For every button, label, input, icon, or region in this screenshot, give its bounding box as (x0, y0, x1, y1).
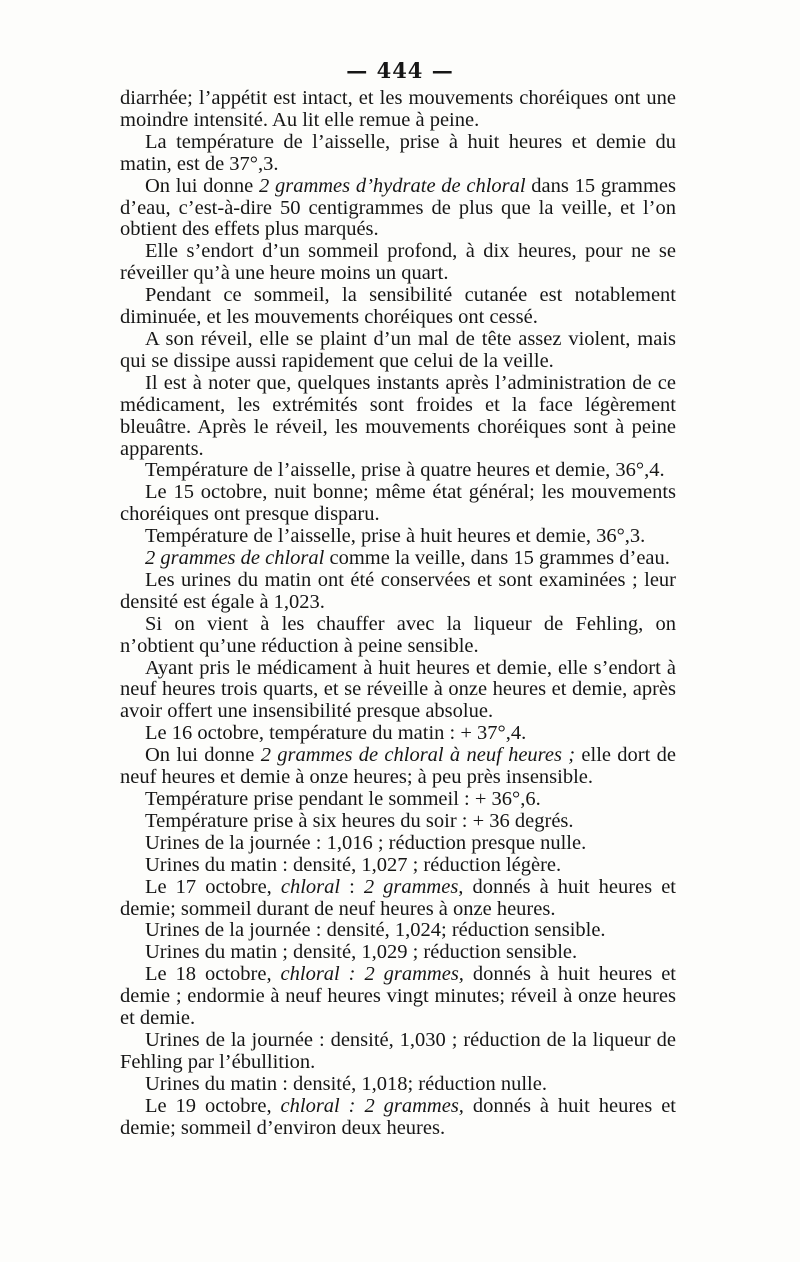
text-run: Urines de la journée : densité, 1,030 ; réduction de la liqueur de Fehling par l’ébullition. (120, 1028, 676, 1073)
paragraph (120, 658, 676, 724)
text-run: Le 15 octobre, nuit bonne; même état général; les mouvements choréiques ont presque disparu. (120, 481, 676, 526)
text-run: Urines du matin : densité, 1,027 ; réduction légère. (145, 853, 562, 876)
text-run: Les urines du matin ont été conservées et sont examinées ; leur densité est égale à 1,023. (120, 568, 676, 613)
text-run: Il est à noter que, quelques instants après l’administration de ce médicament, les extrémités sont froides et la face légèrement bleuâtre. Après le réveil, les mouvements choréiques sont à peine apparents. (120, 371, 676, 460)
text-run: donnés à huit heures et demie ; endormie à neuf heures vingt minutes; réveil à onze heures et demie. (120, 963, 676, 1030)
paragraph (120, 1074, 676, 1096)
text-run: Ayant pris le médicament à huit heures et demie, elle s’endort à neuf heures trois quarts, et se réveille à onze heures et demie, après avoir offert une insensibilité presque absolue. (120, 656, 676, 723)
text-run: dans 15 grammes d’eau, c’est-à-dire 50 centigrammes de plus que la veille, et l’on obtient des effets plus marqués. (120, 174, 676, 241)
text-run: Pendant ce sommeil, la sensibilité cutanée est notablement diminuée, et les mouvements choréiques ont cessé. (120, 284, 676, 329)
paragraph (120, 964, 676, 1030)
paragraph (120, 285, 676, 329)
paragraph (120, 789, 676, 811)
text-run: Le 18 octobre, (145, 963, 281, 986)
paragraph (120, 833, 676, 855)
paragraph (120, 1030, 676, 1074)
text-run: comme la veille, dans 15 grammes d’eau. (324, 547, 670, 570)
paragraph (120, 614, 676, 658)
italic-text: chloral : 2 grammes, (280, 963, 464, 986)
text-run: Le 17 octobre, (145, 875, 281, 898)
paragraph (120, 855, 676, 877)
text-run: Température de l’aisselle, prise à huit heures et demie, 36°,3. (145, 525, 646, 548)
paragraph (120, 548, 676, 570)
italic-text: chloral : 2 grammes, (280, 1094, 464, 1117)
page-number: — 444 — (346, 58, 454, 83)
text-run: Température de l’aisselle, prise à quatre heures et demie, 36°,4. (145, 459, 665, 482)
text-run: elle dort de neuf heures et demie à onze heures; à peu près insensible. (120, 744, 676, 789)
text-run: Urines de la journée : densité, 1,024; réduction sensible. (145, 919, 606, 942)
text-run: La température de l’aisselle, prise à huit heures et demie du matin, est de 37°,3. (120, 130, 676, 175)
text-run: A son réveil, elle se plaint d’un mal de tête assez violent, mais qui se dissipe aussi rapidement que celui de la veille. (120, 327, 676, 372)
paragraph (120, 460, 676, 482)
text-run: Urines du matin : densité, 1,018; réduction nulle. (145, 1072, 547, 1095)
paragraph (120, 88, 676, 132)
text-run: On lui donne (145, 174, 259, 197)
text-run: Température prise pendant le sommeil : + 36°,6. (145, 788, 541, 810)
paragraph (120, 373, 676, 461)
text-run: donnés à huit heures et demie; sommeil d’environ deux heures. (120, 1094, 676, 1139)
body-text (120, 88, 676, 1140)
text-run: Elle s’endort d’un sommeil profond, à dix heures, pour ne se réveiller qu’à une heure moins un quart. (120, 240, 676, 285)
paragraph (120, 329, 676, 373)
paragraph (120, 570, 676, 614)
text-run: Le 19 octobre, (145, 1094, 281, 1117)
paragraph (120, 526, 676, 548)
paragraph (120, 482, 676, 526)
paragraph (120, 920, 676, 942)
paragraph (120, 241, 676, 285)
italic-text: 2 grammes, (363, 875, 464, 898)
paragraph (120, 877, 676, 921)
text-run: On lui donne (145, 744, 261, 767)
text-run: Urines du matin ; densité, 1,029 ; réduction sensible. (145, 941, 578, 964)
text-run: Si on vient à les chauffer avec la liqueur de Fehling, on n’obtient qu’une réduction à peine sensible. (120, 612, 676, 657)
text-run: Le 16 octobre, température du matin : + 37°,4. (145, 722, 527, 745)
paragraph (120, 1096, 676, 1140)
italic-text: 2 grammes de chloral (145, 547, 325, 570)
paragraph (120, 811, 676, 833)
text-run: diarrhée; l’appétit est intact, et les mouvements choréiques ont une moindre intensité. Au lit elle remue à peine. (120, 87, 676, 131)
text-run: : (340, 875, 364, 898)
italic-text: 2 grammes d’hydrate de chloral (258, 174, 526, 197)
text-run: Urines de la journée : 1,016 ; réduction presque nulle. (145, 831, 587, 854)
paragraph (120, 132, 676, 176)
paragraph (120, 176, 676, 242)
paragraph (120, 723, 676, 745)
text-run: donnés à huit heures et demie; sommeil durant de neuf heures à onze heures. (120, 875, 676, 920)
text-run: Température prise à six heures du soir : + 36 degrés. (145, 809, 574, 832)
paragraph (120, 745, 676, 789)
paragraph (120, 942, 676, 964)
italic-text: 2 grammes de chloral à neuf heures ; (260, 744, 576, 767)
italic-text: chloral (280, 875, 341, 898)
